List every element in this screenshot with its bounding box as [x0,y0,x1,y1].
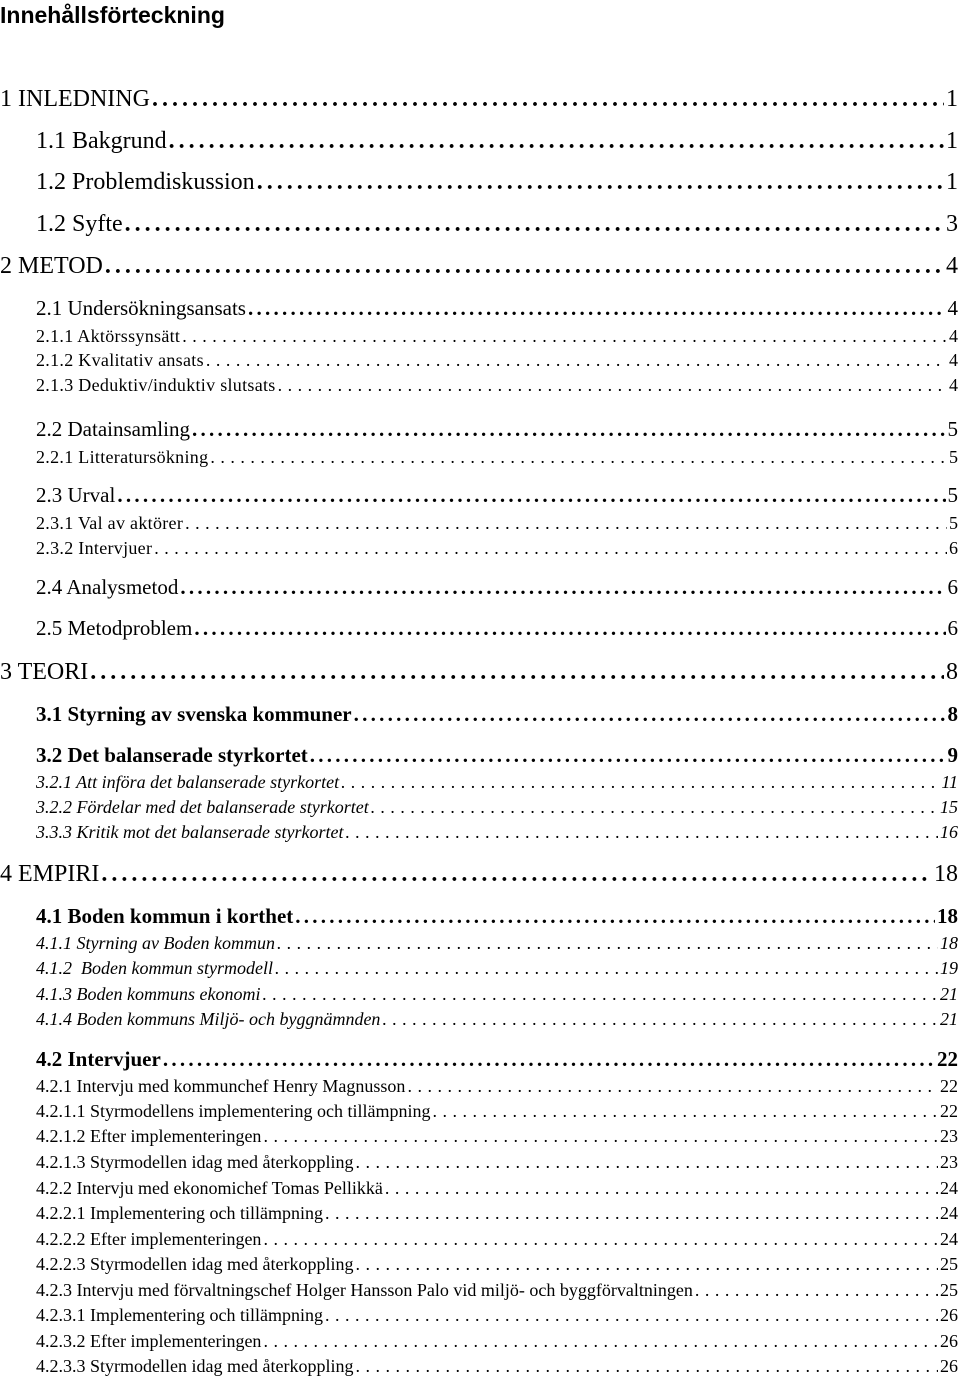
dot-leader [185,513,947,534]
dot-leader [355,1254,938,1275]
dot-leader [325,1305,938,1326]
dot-leader [206,350,947,371]
toc-entry-page: 21 [940,1009,958,1029]
toc-entry-label: 4.2.1.2 Efter implementeringen [36,1126,262,1146]
toc-entry-page: 1 [946,169,958,195]
toc-entry-label: 2.2.1 Litteratursökning [36,447,209,467]
toc-entry-3[interactable] [0,659,960,686]
toc-entry-page: 26 [940,1305,958,1325]
toc-entry-label: 3.2.2 Fördelar med det balanserade styrkortet [36,797,369,817]
toc-entry-2-3-2[interactable] [36,538,960,559]
toc-entry-label: 4 EMPIRI [0,861,100,887]
toc-entry-page: 8 [946,659,958,685]
toc-entry-4-1-3[interactable] [36,984,960,1005]
toc-entry-2-1-3[interactable] [36,375,960,396]
toc-entry-page: 16 [940,822,958,842]
dot-leader [257,169,944,196]
dot-leader [310,743,946,768]
toc-entry-3-1[interactable] [36,702,960,727]
toc-entry-label: 1.1 Bakgrund [36,128,167,154]
toc-entry-page: 6 [949,538,958,558]
toc-entry-label: 4.1 Boden kommun i korthet [36,904,294,928]
toc-entry-page: 1 [946,86,958,112]
toc-entry-label: 4.1.1 Styrning av Boden kommun [36,933,275,953]
toc-entry-3-2-1[interactable] [36,772,960,793]
toc-entry-label: 4.2.1 Intervju med kommunchef Henry Magnusson [36,1076,406,1096]
dot-leader [105,253,944,280]
toc-entry-label: 2 METOD [0,253,103,279]
toc-entry-4-2-2-2[interactable] [36,1229,960,1250]
toc-entry-2-5[interactable] [36,616,960,641]
dot-leader [341,772,939,793]
toc-entry-3-2-2[interactable] [36,797,960,818]
toc-entry-page: 22 [940,1076,958,1096]
toc-entry-label: 4.2 Intervjuer [36,1047,161,1071]
dot-leader [277,933,938,954]
toc-entry-4-2-2-1[interactable] [36,1203,960,1224]
toc-entry-page: 5 [947,483,958,507]
toc-entry-label: 2.1.1 Aktörssynsätt [36,326,181,346]
toc-entry-2-3[interactable] [36,483,960,508]
toc-entry-page: 18 [940,933,958,953]
dot-leader [432,1101,938,1122]
dot-leader [169,128,944,155]
dot-leader [695,1280,938,1301]
toc-entry-page: 22 [940,1101,958,1121]
toc-entry-page: 15 [940,797,958,817]
toc-entry-label: 2.3.2 Intervjuer [36,538,153,558]
toc-entry-page: 1 [946,128,958,154]
dot-leader [125,211,944,238]
dot-leader [163,1047,935,1072]
dot-leader [355,1152,938,1173]
toc-entry-page: 25 [940,1254,958,1274]
toc-entry-4-2-1-1[interactable] [36,1101,960,1122]
toc-entry-label: 3.2 Det balanserade styrkortet [36,743,308,767]
toc-entry-page: 21 [940,984,958,1004]
toc-entry-label: 2.1.2 Kvalitativ ansats [36,350,204,370]
toc-title: Innehållsförteckning [0,2,225,28]
toc-entry-label: 4.2.2.1 Implementering och tillämpning [36,1203,323,1223]
dot-leader [371,797,938,818]
toc-entry-2-1-2[interactable] [36,350,960,371]
toc-entry-label: 1.2 Syfte [36,211,123,237]
toc-entry-label: 4.2.2 Intervju med ekonomichef Tomas Pellikkä [36,1178,383,1198]
toc-entry-1-2[interactable] [36,169,960,196]
dot-leader [262,984,938,1005]
toc-entry-4[interactable] [0,861,960,888]
toc-entry-4-1-4[interactable] [36,1009,960,1030]
toc-entry-page: 18 [937,904,958,928]
toc-entry-label: 4.2.2.2 Efter implementeringen [36,1229,262,1249]
toc-entry-page: 5 [947,417,958,441]
toc-entry-4-2-2-3[interactable] [36,1254,960,1275]
toc-entry-label: 1.2 Problemdiskussion [36,169,255,195]
toc-entry-label: 2.2 Datainsamling [36,417,190,441]
toc-entry-2-4[interactable] [36,575,960,600]
toc-entry-4-1[interactable] [36,904,960,929]
dot-leader [382,1009,938,1030]
toc-entry-page: 4 [946,253,958,279]
dot-leader [295,904,935,929]
toc-entry-page: 24 [940,1203,958,1223]
toc-entry-label: 4.2.3 Intervju med förvaltningschef Holger Hansson Palo vid miljö- och byggförvaltningen [36,1280,693,1300]
toc-entry-1-2-syfte[interactable] [36,211,960,238]
toc-entry-3-2[interactable] [36,743,960,768]
toc-entry-1[interactable] [0,86,960,113]
dot-leader [117,483,945,508]
dot-leader [263,1126,938,1147]
toc-entry-3-3-3[interactable] [36,822,960,843]
toc-entry-label: 4.1.2 Boden kommun styrmodell [36,958,273,978]
toc-entry-page: 8 [947,702,958,726]
dot-leader [248,296,946,321]
dot-leader [90,659,944,686]
dot-leader [180,575,945,600]
dot-leader [385,1178,938,1199]
toc-entry-page: 25 [940,1280,958,1300]
toc-entry-page: 6 [947,616,958,640]
dot-leader [345,822,938,843]
toc-entry-label: 4.2.3.1 Implementering och tillämpning [36,1305,323,1325]
toc-entry-label: 4.2.1.1 Styrmodellens implementering och tillämpning [36,1101,431,1121]
toc-entry-4-2-3-1[interactable] [36,1305,960,1326]
dot-leader [154,538,947,559]
toc-entry-label: 4.2.3.2 Efter implementeringen [36,1331,262,1351]
toc-entry-4-1-1[interactable] [36,933,960,954]
toc-entry-4-2-3-3[interactable] [36,1356,960,1377]
toc-entry-label: 4.2.1.3 Styrmodellen idag med återkoppling [36,1152,354,1172]
toc-entry-4-2-3[interactable] [36,1280,960,1301]
dot-leader [407,1076,938,1097]
dot-leader [101,861,932,888]
toc-entry-page: 24 [940,1178,958,1198]
toc-entry-page: 4 [949,350,958,370]
toc-entry-label: 3.2.1 Att införa det balanserade styrkortet [36,772,340,792]
toc-entry-page: 26 [940,1331,958,1351]
toc-entry-label: 4.1.3 Boden kommuns ekonomi [36,984,261,1004]
toc-entry-4-2-2[interactable] [36,1178,960,1199]
toc-entry-page: 4 [949,375,958,395]
toc-entry-label: 4.2.3.3 Styrmodellen idag med återkoppling [36,1356,354,1376]
toc-entry-page: 22 [937,1047,958,1071]
toc-entry-2-1[interactable] [36,296,960,321]
toc-entry-label: 2.3 Urval [36,483,116,507]
toc-entry-2-1-1[interactable] [36,326,960,347]
toc-entry-page: 4 [949,326,958,346]
toc-entry-page: 3 [946,211,958,237]
toc-entry-page: 5 [949,513,958,533]
dot-leader [182,326,947,347]
dot-leader [263,1331,938,1352]
toc-entry-4-2-3-2[interactable] [36,1331,960,1352]
toc-entry-page: 4 [947,296,958,320]
toc-entry-2-3-1[interactable] [36,513,960,534]
dot-leader [152,86,944,113]
toc-entry-2-2-1[interactable] [36,447,960,468]
dot-leader [210,447,947,468]
toc-entry-label: 3 TEORI [0,659,89,685]
toc-entry-label: 2.1.3 Deduktiv/induktiv slutsats [36,375,276,395]
toc-entry-4-2-1-2[interactable] [36,1126,960,1147]
toc-entry-page: 23 [940,1126,958,1146]
toc-entry-4-2-1-3[interactable] [36,1152,960,1173]
dot-leader [325,1203,938,1224]
toc-entry-page: 23 [940,1152,958,1172]
dot-leader [275,958,938,979]
dot-leader [355,1356,938,1377]
toc-entry-label: 1 INLEDNING [0,86,150,112]
toc-entry-1-1[interactable] [36,128,960,155]
toc-entry-2-2[interactable] [36,417,960,442]
toc-entry-label: 2.5 Metodproblem [36,616,193,640]
toc-entry-label: 4.2.2.3 Styrmodellen idag med återkoppling [36,1254,354,1274]
toc-entry-4-2-1[interactable] [36,1076,960,1097]
toc-entry-label: 2.1 Undersökningsansats [36,296,246,320]
toc-entry-page: 24 [940,1229,958,1249]
toc-entry-page: 11 [941,772,958,792]
toc-entry-page: 19 [940,958,958,978]
dot-leader [278,375,947,396]
toc-entry-page: 9 [947,743,958,767]
toc-entry-page: 18 [934,861,958,887]
toc-entry-label: 3.3.3 Kritik mot det balanserade styrkortet [36,822,344,842]
toc-entry-label: 2.3.1 Val av aktörer [36,513,184,533]
toc-entry-label: 4.1.4 Boden kommuns Miljö- och byggnämnden [36,1009,381,1029]
dot-leader [354,702,946,727]
toc-entry-page: 26 [940,1356,958,1376]
toc-entry-page: 5 [949,447,958,467]
toc-entry-2[interactable] [0,253,960,280]
dot-leader [194,616,945,641]
toc-entry-4-2[interactable] [36,1047,960,1072]
dot-leader [192,417,946,442]
toc-entry-label: 3.1 Styrning av svenska kommuner [36,702,352,726]
toc-entry-4-1-2[interactable] [36,958,960,979]
dot-leader [263,1229,938,1250]
toc-entry-page: 6 [947,575,958,599]
toc-entry-label: 2.4 Analysmetod [36,575,179,599]
